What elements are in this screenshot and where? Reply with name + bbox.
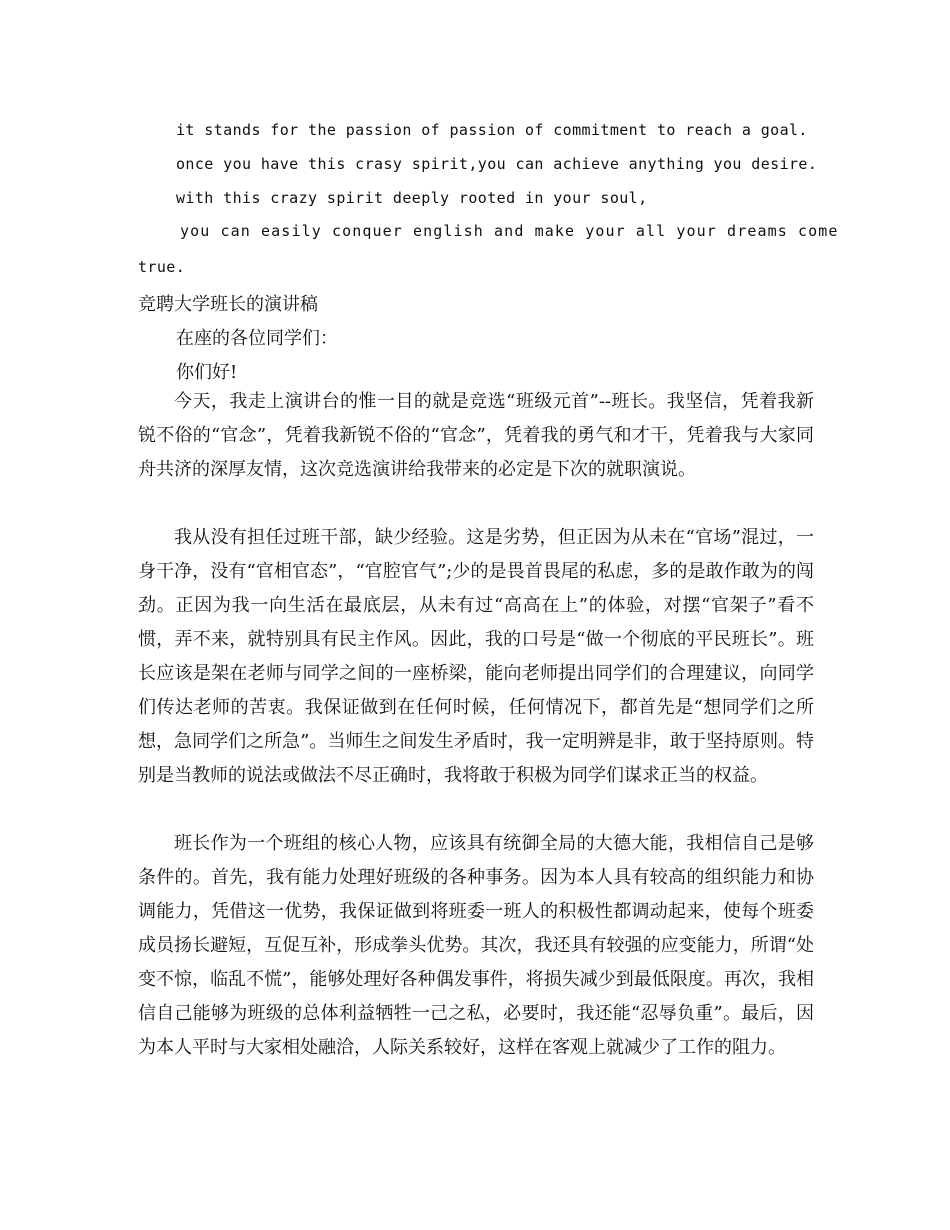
english-line-3: with this crazy spirit deeply rooted in your soul, — [176, 189, 648, 207]
speech-greeting: 你们好! — [176, 362, 238, 383]
english-line-5: true. — [138, 258, 186, 276]
speech-paragraph-1: 今天，我走上演讲台的惟一目的就是竞选“班级元首”--班长。我坚信，凭着我新锐不俗的“官念”，凭着我新锐不俗的“官念”，凭着我的勇气和才干，凭着我与大家同舟共济的深厚友情，这次竞选演讲给我带来的必定是下次的就职演说。 — [138, 391, 814, 480]
english-line-4: you can easily conquer english and make your all your dreams come — [180, 222, 839, 240]
speech-salutation: 在座的各位同学们： — [176, 328, 338, 349]
speech-paragraph-2: 我从没有担任过班干部，缺少经验。这是劣势，但正因为从未在“官场”混过，一身干净，没有“官相官态”，“官腔官气”;少的是畏首畏尾的私虑，多的是敢作敢为的闯劲。正因为我一向生活在最底层，从未有过“高高在上”的体验，对摆“官架子”看不惯，弄不来，就特别具有民主作风。因此，我的口号是“做一个彻底的平民班长”。班长应该是架在老师与同学之间的一座桥梁，能向老师提出同学们的合理建议，向同学们传达老师的苦衷。我保证做到在任何时候，任何情况下，都首先是“想同学们之所想，急同学们之所急”。当师生之间发生矛盾时，我一定明辨是非，敢于坚持原则。特别是当教师的说法或做法不尽正确时，我将敢于积极为同学们谋求正当的权益。 — [138, 527, 814, 786]
english-line-1: it stands for the passion of passion of commitment to reach a goal. — [176, 121, 808, 139]
english-line-2: once you have this crasy spirit,you can achieve anything you desire. — [176, 155, 818, 173]
speech-title: 竞聘大学班长的演讲稿 — [138, 294, 318, 315]
speech-paragraph-3: 班长作为一个班组的核心人物，应该具有统御全局的大德大能，我相信自己是够条件的。首先，我有能力处理好班级的各种事务。因为本人具有较高的组织能力和协调能力，凭借这一优势，我保证做到将班委一班人的积极性都调动起来，使每个班委成员扬长避短，互促互补，形成拳头优势。其次，我还具有较强的应变能力，所谓“处变不惊，临乱不慌”，能够处理好各种偶发事件，将损失减少到最低限度。再次，我相信自己能够为班级的总体利益牺牲一己之私，必要时，我还能“忍辱负重”。最后，因为本人平时与大家相处融洽，人际关系较好，这样在客观上就减少了工作的阻力。 — [138, 833, 814, 1058]
